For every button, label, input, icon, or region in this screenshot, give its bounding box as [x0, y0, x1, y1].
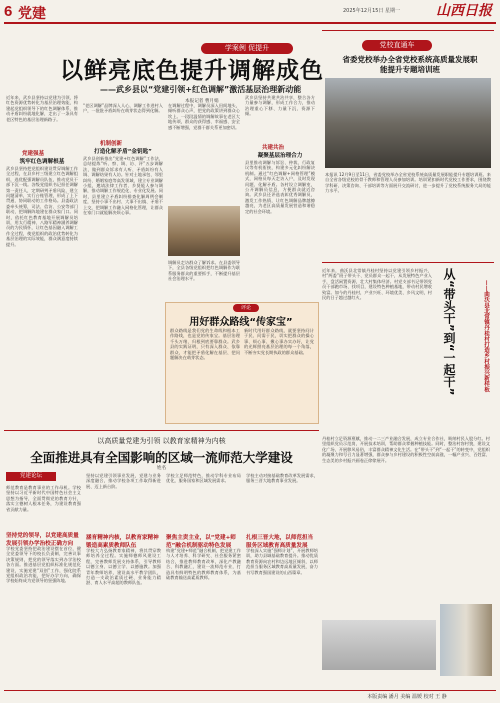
article-text: 调解员走访群众了解诉求。在县委领导下，全县各级党组织把红色调解作为联系服务群众的重要抓手，不断提升基层社会治理水平。: [168, 260, 240, 282]
article-text: 武乡县坚持共建共治共享，整合各方力量参与调解，形成工作合力，推动治理重心下移、力量下沉、资源下倾。: [245, 95, 315, 117]
news-photo: [322, 620, 436, 670]
sub-tag: 机制创新: [100, 141, 123, 147]
article-text: 近年来，武乡县坚持以党建为引领，将红色资源优势转化为基层治理效能，构建起党组织领导下的红色调解体系，推动矛盾纠纷就地化解，走出了一条具有老区特色的基层治理新路子。: [6, 95, 78, 122]
news-photo: [168, 206, 240, 256]
article-text: 学校党委坚持把政治建设摆在首位，健全党委领导下的校长负责制，完善议事决策规则，把党的领导落实到办学治校各方面。推进基层党组织标准化规范化建设，实施党建“双创”工作，强化院系党组织政治功能，把好办学方向，确保学校始终成为党领导的坚强阵地。: [6, 546, 81, 584]
page-number: 6: [4, 3, 13, 20]
bottom-kicker: 以高质量党建为引领 以教育家精神为内核: [97, 437, 226, 445]
article-text: 在调解过程中，调解员深入田间地头，倾听群众心声，把党的政策讲到群众心坎上。一段段温情的调解故事在老区大地传颂，群众的获得感、幸福感、安全感不断增强，党群干群关系更加密切。: [168, 103, 240, 130]
article-text: “老区调解”品牌深入人心，调解工作进村入户，一批批矛盾纠纷在萌芽状态得到化解。: [83, 103, 163, 114]
bottom-tag: 党建论坛: [6, 472, 56, 481]
article-text: 新时代用好群众路线，就要坚持问计于民、问需于民，切实把群众的操心事、烦心事、揪心事办实办好，让党的光辉照亮基层治理的每一个角落，不断夯实党长期执政的群众基础。: [244, 328, 314, 355]
article-text: 学校深入实施“强师计划”，开展教师培训，助力县域基础教育提升。推动优质教育资源向农村和边远地区倾斜，以师范担当服务区域教育高质量发展，奋力书写教育强国建设的山西篇章。: [246, 548, 318, 575]
story-title: 以鲜亮底色提升调解成色: [60, 57, 324, 84]
article-text: 武乡县坚持把党组织建设贯穿调解工作全过程，在县乡村三级建立红色调解组织，选优配强调解员队伍，推动党员干部下沉一线。各级党组织书记担任调解第一责任人，定期研判矛盾风险，建立问题清单，实行台账管理，形成了上下贯通、协同联动的工作格局。县委政法委牵头统筹，司法、信访、公安等部门联动，把调解阵地建在群众家门口。同时，依托红色教育基地开展调解员培训，用太行精神、八路军精神涵养调解员的为民情怀，让红色基因融入调解工作全过程，使党组织的政治优势转化为基层治理的实际效能，群众满意度持续提升。: [6, 166, 78, 247]
sub-heading: 聚焦主责主业，以“党建+师范”融合机制驱动特色发展: [166, 535, 236, 549]
header-rule: [4, 22, 496, 24]
section-rule: [322, 262, 494, 263]
article-text: 丹桂村立足资源禀赋，推动一二三产业融合发展，成立专业合作社，吸纳村民入股分红。村里组织党员示范岗，开展技术培训，帮助群众掌握种植技能。同时，整治村容村貌，建设文化广场，开展移风易俗，丰富群众精神文化生活。在“带头干”到“一起干”的转变中，党组织的凝聚力和号召力显著增强，群众参与乡村建设的积极性空前高涨，一幅产业兴、百姓富、生态美的乡村振兴画卷正徐徐展开。: [322, 436, 490, 463]
article-text: 学校主动对接基础教育改革发展需求，服务三晋大地教育事业发展。: [246, 473, 318, 484]
news-photo: [440, 604, 492, 676]
sub-heading: 打造化解矛盾“金钥匙”: [94, 149, 152, 155]
bottom-title: 全面推进具有全国影响的区域一流师范大学建设: [30, 450, 293, 465]
bottom-byline: 姓名: [156, 466, 167, 471]
story-subtitle: ——武乡县以“党建引领+红色调解”激活基层治理新动能: [100, 85, 302, 94]
sub-heading: 扎根三晋大地，以师范担当服务区域教育高质量发展: [246, 535, 314, 549]
vertical-title: 从“带头干”到“一起干”: [442, 268, 456, 396]
story-tag: 学案例 促提升: [201, 43, 293, 54]
sub-heading: 涵育精神内核，以教育家精神锻造高素质教师队伍: [86, 535, 159, 549]
sub-tag: 共建共治: [262, 145, 285, 151]
sub-tag: 党建强基: [22, 151, 45, 157]
section-rule: [4, 430, 319, 431]
sub-heading: 筑牢红色调解根基: [19, 159, 65, 165]
article-text: 本报讯 12月9日至11日，省委党校举办全省党校系统高质量发展职能提升专题培训班。来自全省各级党校的骨干教师和管理人员参加培训。培训紧扣新时代党校工作要求，围绕教学科研、决策咨询、干部培训等方面展开交流研讨，进一步提升了党校系统服务大局的能力水平。: [325, 172, 491, 194]
vertical-subtitle: ——曲沃县北常镇丹桂村打造乡村振兴新样板: [483, 280, 489, 392]
sidebar-title: 省委党校举办全省党校系统高质量发展职能提升专题培训班: [342, 55, 478, 74]
sidebar-tag: 党校直通车: [362, 40, 432, 51]
sub-heading: 坚持党的领导，以党建高质量发展引领办学治校正确方向: [6, 533, 79, 547]
article-text: 学校大力弘扬教育家精神，将其贯穿教师培养全过程。实施师德师风建设工程，完善教师发展支持体系，引导教师以德立身、以德立学、以德施教。加强青年教师培养，建设高水平教学团队，打造一支政治素质过硬、业务能力精湛、育人水平高超的教师队伍。: [86, 548, 161, 586]
date-line: 2025年12月15日 星期一: [343, 8, 401, 14]
footer-credits: 本版责编 潘月 美编 温媛 校对 王 静: [367, 694, 447, 700]
sub-heading: 凝聚基层治理合力: [257, 153, 303, 159]
article-text: 构建“党建+师范”融合机制，把党建工作与人才培养、科学研究、社会服务紧密结合，推进教师教育改革，深化产教融合、科教融汇，建设一流师范专业，打造具有鲜明特色的教师教育体系，为基础教育输送高素质教师。: [166, 548, 241, 581]
article-text: 武乡县创新推出“党建+红色调解”工作法，总结提炼“听、察、调、访、评”五步调解法，做到群众诉求有人听、矛盾纠纷有人调、调解结果有人访。针对土地承包、邻里纠纷、婚姻家庭等高发领域，建立专业调解小组，邀请法律工作者、乡贤能人参与调解，推动调解工作规范化、专业化发展。同时，县里建立矛盾纠纷排查化解周例会制度，坚持小事不出村、大事不出镇、矛盾不上交，把调解工作融入网格化管理，让群众在家门口就能解决烦心事。: [83, 156, 163, 216]
article-text: 学校立足师范特色，推动学科专业布局优化，服务国家和区域发展需求。: [166, 473, 241, 484]
article-text: 县里推动调解与诉讼、仲裁、行政复议等有机衔接，构建多元化纠纷解决机制。通过“红色调解+网格管理”模式，网格员每天走访入户，及时发现问题、化解矛盾。各村设立调解室，公开调解员信息，方便群众就近咨询。武乡县还评选表彰优秀调解员，激发工作热情，让红色调解品牌越擦越亮，为老区高质量发展营造和谐稳定的社会环境。: [245, 160, 315, 214]
news-photo: [325, 78, 491, 168]
article-text: 近年来，曲沃县北常镇丹桂村坚持以党建引领乡村振兴，村“两委”班子带头干、党员群众一起干，从发展特色产业入手，盘活闲置资源，壮大村集体经济。村党支部书记带领党员干部跑市场、找项目，建设特色种植基地，带动村民增收致富。如今的丹桂村，产业兴旺、环境优美、乡风文明，村民的日子越过越红火。: [322, 268, 432, 301]
article-text: 群众路线是我们党的生命线和根本工作路线，也是党的传家宝。基层治理千头万绪，归根到底要靠群众。武乡县的实践证明，只有深入群众、依靠群众，才能把矛盾化解在基层、把问题解决在萌芽状态。: [170, 328, 240, 361]
article-text: 师范教育是教育事业的工作母机。学校坚持以习近平新时代中国特色社会主义思想为指导，全面贯彻党的教育方针，落实立德树人根本任务，为建设教育强省贡献力量。: [6, 485, 81, 512]
byline: 本报记者 曹月娟: [185, 99, 219, 104]
footer-rule: [4, 690, 496, 691]
section-title: 党建: [18, 6, 46, 22]
article-text: 坚持以党建引领事业发展，党建与业务深度融合，推动学校各项工作取得新进展、迈上新台阶。: [86, 473, 161, 489]
sidebar-rule: [322, 30, 494, 31]
newspaper-logo: 山西日报: [436, 3, 492, 19]
commentary-title: 用好群众路线“传家宝”: [189, 317, 293, 328]
commentary-tag: 评论: [233, 304, 259, 312]
